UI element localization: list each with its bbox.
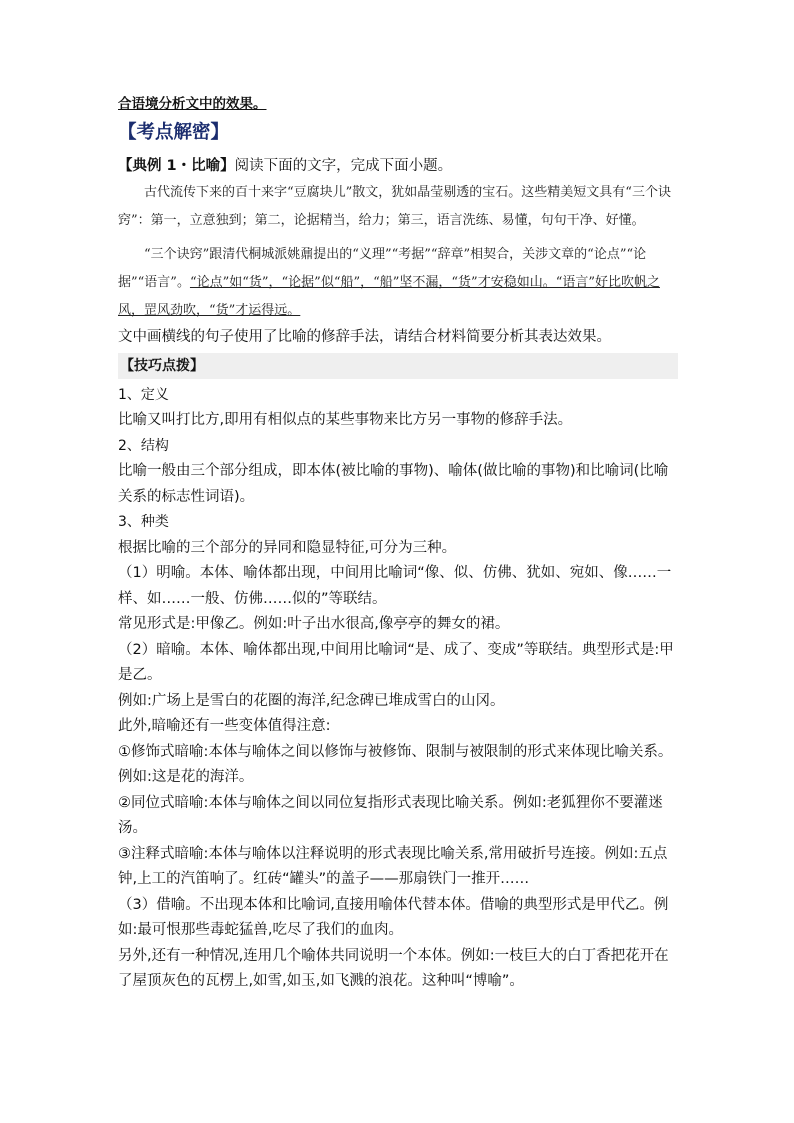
- example-instruction: 阅读下面的文字，完成下面小题。: [234, 157, 453, 174]
- extended-metaphor-text: 另外,还有一种情况,连用几个喻体共同说明一个本体。例如:一枝巨大的白丁香把花开在了屋顶灰色的瓦楞上,如雪,如玉,如飞溅的浪花。这种叫“博喻”。: [118, 947, 669, 989]
- definition-heading: 1、定义: [118, 386, 169, 403]
- simile-text: （1）明喻。本体、喻体都出现，中间用比喻词“像、似、仿佛、犹如、宛如、像……一样、如……一般、仿佛……似的”等联结。: [118, 565, 672, 607]
- structure-heading: 2、结构: [118, 437, 169, 454]
- types-heading: 3、种类: [118, 514, 169, 530]
- definition-text: 比喻又叫打比方,即用有相似点的某些事物来比方另一事物的修辞手法。: [118, 412, 573, 428]
- tips-title: 【技巧点拨】: [118, 353, 678, 379]
- variant-2-text: ②同位式暗喻:本体与喻体之间以同位复指形式表现比喻关系。例如:老狐狸你不要灌迷汤。: [118, 794, 663, 836]
- passage-plain-text: “三个诀窍”跟清代桐城派姚鼐提出的“义理”“考据”“辞章”相契合，关涉文章的“论点”“论据”“语言”。: [118, 247, 647, 290]
- example-title: [118, 154, 678, 180]
- variants-intro-text: 此外,暗喻还有一些变体值得注意:: [118, 718, 331, 734]
- example-label: 【典例 1・比喻】: [118, 157, 235, 174]
- passage-paragraph-1: 古代流传下来的百十来字“豆腐块儿”散文，犹如晶莹剔透的宝石。这些精美短文具有“三个诀窍”：第一，立意独到；第二，论据精当，给力；第三，语言洗练、易懂，句句干净、好懂。: [118, 185, 671, 228]
- types-intro: 根据比喻的三个部分的异同和隐显特征,可分为三种。: [118, 539, 457, 556]
- structure-text: 比喻一般由三个部分组成，即本体(被比喻的事物)、喻体(做比喻的事物)和比喻词(比喻关系的标志性词语)。: [118, 463, 669, 505]
- question-text: 文中画横线的句子使用了比喻的修辞手法，请结合材料简要分析其表达效果。: [118, 329, 611, 345]
- variant-3-text: ③注释式暗喻:本体与喻体以注释说明的形式表现比喻关系,常用破折号连接。例如:五点钟,上工的汽笛响了。红砖“罐头”的盖子——那扇铁门一推开……: [118, 845, 668, 887]
- document-page: [118, 92, 678, 995]
- metaphor-example-text: 例如:广场上是雪白的花圈的海洋,纪念碑已堆成雪白的山冈。: [118, 692, 505, 709]
- passage-underlined-text: “论点”如“货”，“论据”似“船”，“船”坚不漏，“货”才安稳如山。“语言”好比吹帆之风，罡风劲吹，“货”才运得远。: [118, 275, 660, 318]
- section-title: 【考点解密】: [118, 121, 230, 143]
- simile-form-text: 常见形式是:甲像乙。例如:叶子出水很高,像亭亭的舞女的裙。: [118, 616, 510, 632]
- metaphor-text: （2）暗喻。本体、喻体都出现,中间用比喻词“是、成了、变成”等联结。典型形式是:甲是乙。: [118, 641, 674, 683]
- variant-1-text: ①修饰式暗喻:本体与喻体之间以修饰与被修饰、限制与被限制的形式来体现比喻关系。例如:这是花的海洋。: [118, 743, 673, 785]
- passage-paragraph-2: [118, 241, 678, 325]
- lead-text: 合语境分析文中的效果。: [118, 96, 267, 112]
- borrowed-metaphor-text: （3）借喻。不出现本体和比喻词,直接用喻体代替本体。借喻的典型形式是甲代乙。例如:最可恨那些毒蛇猛兽,吃尽了我们的血肉。: [118, 896, 669, 938]
